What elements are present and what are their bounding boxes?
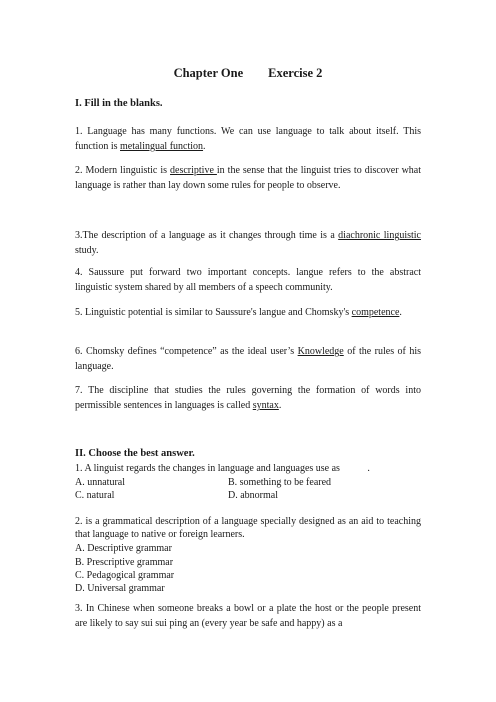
option-d: D. abnormal: [228, 490, 278, 501]
question-text: study.: [75, 245, 99, 256]
option-b: B. Prescriptive grammar: [75, 557, 174, 568]
option-a: A. Descriptive grammar: [75, 543, 172, 554]
answer-text: competence: [351, 307, 400, 318]
answer-text: descriptive: [170, 165, 217, 176]
question-text: of the rules of his language.: [75, 346, 421, 372]
blank-question-1: [75, 124, 421, 154]
question-text: 2. Modern linguistic is: [75, 165, 171, 176]
blank-question-4: [75, 265, 421, 295]
blank-question-7: [75, 383, 421, 413]
question-text: in the sense that the linguist tries to discover what language is rather than lay down some rules for people to observe.: [75, 165, 422, 191]
choice-question-1-stem: 1. A linguist regards the changes in language and languages use as .: [75, 463, 370, 474]
answer-text: metalingual function: [120, 141, 204, 152]
option-d: D. Universal grammar: [75, 583, 165, 594]
question-text: 5. Linguistic potential is similar to Saussure's langue and Chomsky's: [75, 307, 352, 318]
answer-text: diachronic linguistic: [338, 230, 421, 241]
answer-text: Knowledge: [297, 346, 344, 357]
option-a: A. unnatural: [75, 477, 125, 488]
section-1-heading: I. Fill in the blanks.: [75, 98, 163, 109]
choice-question-2-stem: 2. is a grammatical description of a language specially designed as an aid to teaching that language to native or foreign learners.: [75, 516, 421, 540]
blank-question-6: [75, 344, 421, 374]
blank-question-2: [75, 163, 421, 193]
question-text: .: [399, 307, 402, 318]
option-b: B. something to be feared: [228, 477, 332, 488]
option-c: C. Pedagogical grammar: [75, 570, 175, 581]
question-text: 4. Saussure put forward two important concepts. langue refers to the abstract linguistic system shared by all members of a speech community.: [75, 267, 421, 293]
page-title: Chapter One Exercise 2: [173, 66, 323, 80]
answer-text: syntax: [252, 400, 279, 411]
blank-question-3: [75, 228, 421, 258]
question-text: 1. Language has many functions. We can use language to talk about itself. This function is: [75, 126, 421, 152]
option-c: C. natural: [75, 490, 115, 501]
question-text: 7. The discipline that studies the rules governing the formation of words into permissible sentences in languages is called: [75, 385, 421, 411]
section-2-heading: II. Choose the best answer.: [75, 448, 195, 459]
question-text: 6. Chomsky defines “competence” as the ideal user’s: [75, 346, 298, 357]
question-text: .: [278, 400, 282, 411]
blank-question-5: [75, 305, 421, 320]
choice-question-3-stem: 3. In Chinese when someone breaks a bowl or a plate the host or the people present are likely to say sui sui ping an (every year be safe and happy) as a: [75, 603, 421, 629]
question-text: .: [203, 141, 206, 152]
question-text: 3.The description of a language as it changes through time is a: [75, 230, 339, 241]
